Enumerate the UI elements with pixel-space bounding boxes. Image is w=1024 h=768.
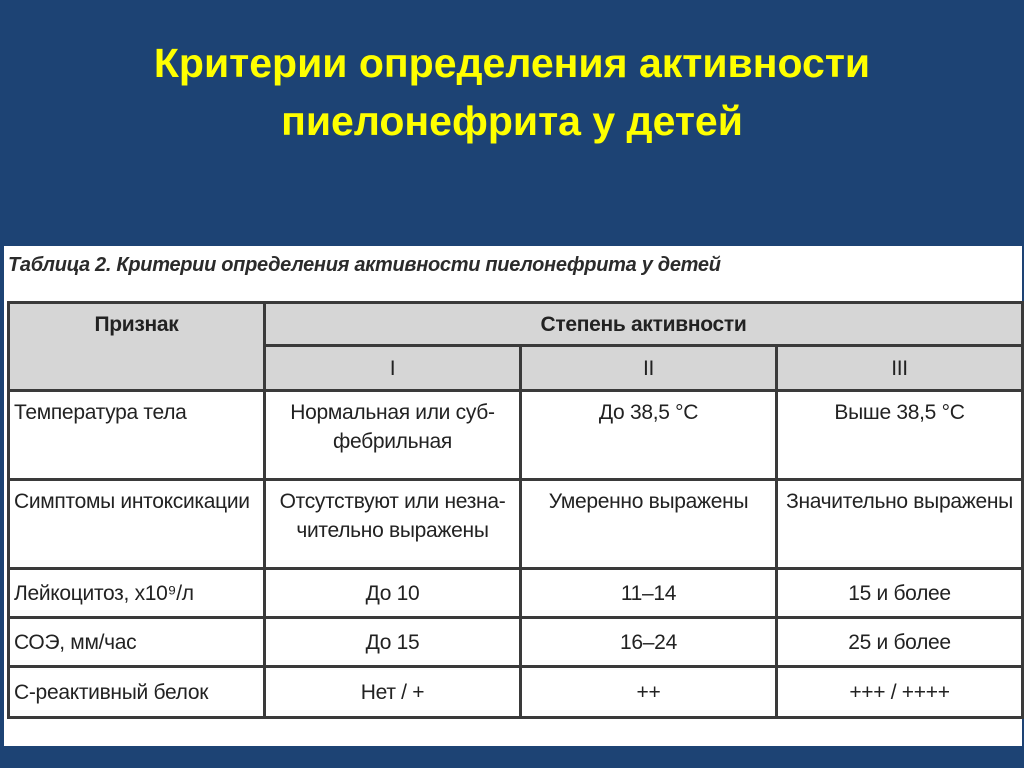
cell-degree-3: 15 и более (777, 569, 1023, 618)
cell-degree-1: Нет / + (265, 667, 521, 718)
slide-title (0, 34, 1024, 150)
cell-degree-1: Отсутствуют или незна-чительно выражены (265, 480, 521, 569)
cell-degree-2: 11–14 (521, 569, 777, 618)
criteria-table (7, 301, 1024, 719)
cell-degree-3: 25 и более (777, 618, 1023, 667)
slide-title-line-2: пиелонефрита у детей (281, 98, 743, 144)
table-panel (4, 246, 1022, 746)
cell-degree-2: 16–24 (521, 618, 777, 667)
table-row (9, 667, 1023, 718)
cell-degree-1: До 15 (265, 618, 521, 667)
cell-degree-3: +++ / ++++ (777, 667, 1023, 718)
row-feature: С-реактивный белок (9, 667, 265, 718)
cell-degree-2: До 38,5 °C (521, 391, 777, 480)
row-feature: Симптомы интоксикации (9, 480, 265, 569)
table-row (9, 569, 1023, 618)
row-feature: СОЭ, мм/час (9, 618, 265, 667)
table-row (9, 618, 1023, 667)
header-activity-degree: Степень активности (265, 303, 1023, 346)
header-degree-3: III (777, 346, 1023, 391)
header-feature: Признак (9, 303, 265, 391)
cell-degree-2: ++ (521, 667, 777, 718)
cell-degree-1: Нормальная или суб-фебрильная (265, 391, 521, 480)
row-feature: Температура тела (9, 391, 265, 480)
table-row (9, 480, 1023, 569)
cell-degree-1: До 10 (265, 569, 521, 618)
header-degree-1: I (265, 346, 521, 391)
slide-title-line-1: Критерии определения активности (153, 40, 871, 86)
table-header-row (9, 303, 1023, 346)
table-caption: Таблица 2. Критерии определения активности пиелонефрита у детей (8, 254, 721, 276)
row-feature: Лейкоцитоз, х10⁹/л (9, 569, 265, 618)
table-row (9, 391, 1023, 480)
header-degree-2: II (521, 346, 777, 391)
cell-degree-2: Умеренно выражены (521, 480, 777, 569)
cell-degree-3: Выше 38,5 °C (777, 391, 1023, 480)
cell-degree-3: Значительно выражены (777, 480, 1023, 569)
